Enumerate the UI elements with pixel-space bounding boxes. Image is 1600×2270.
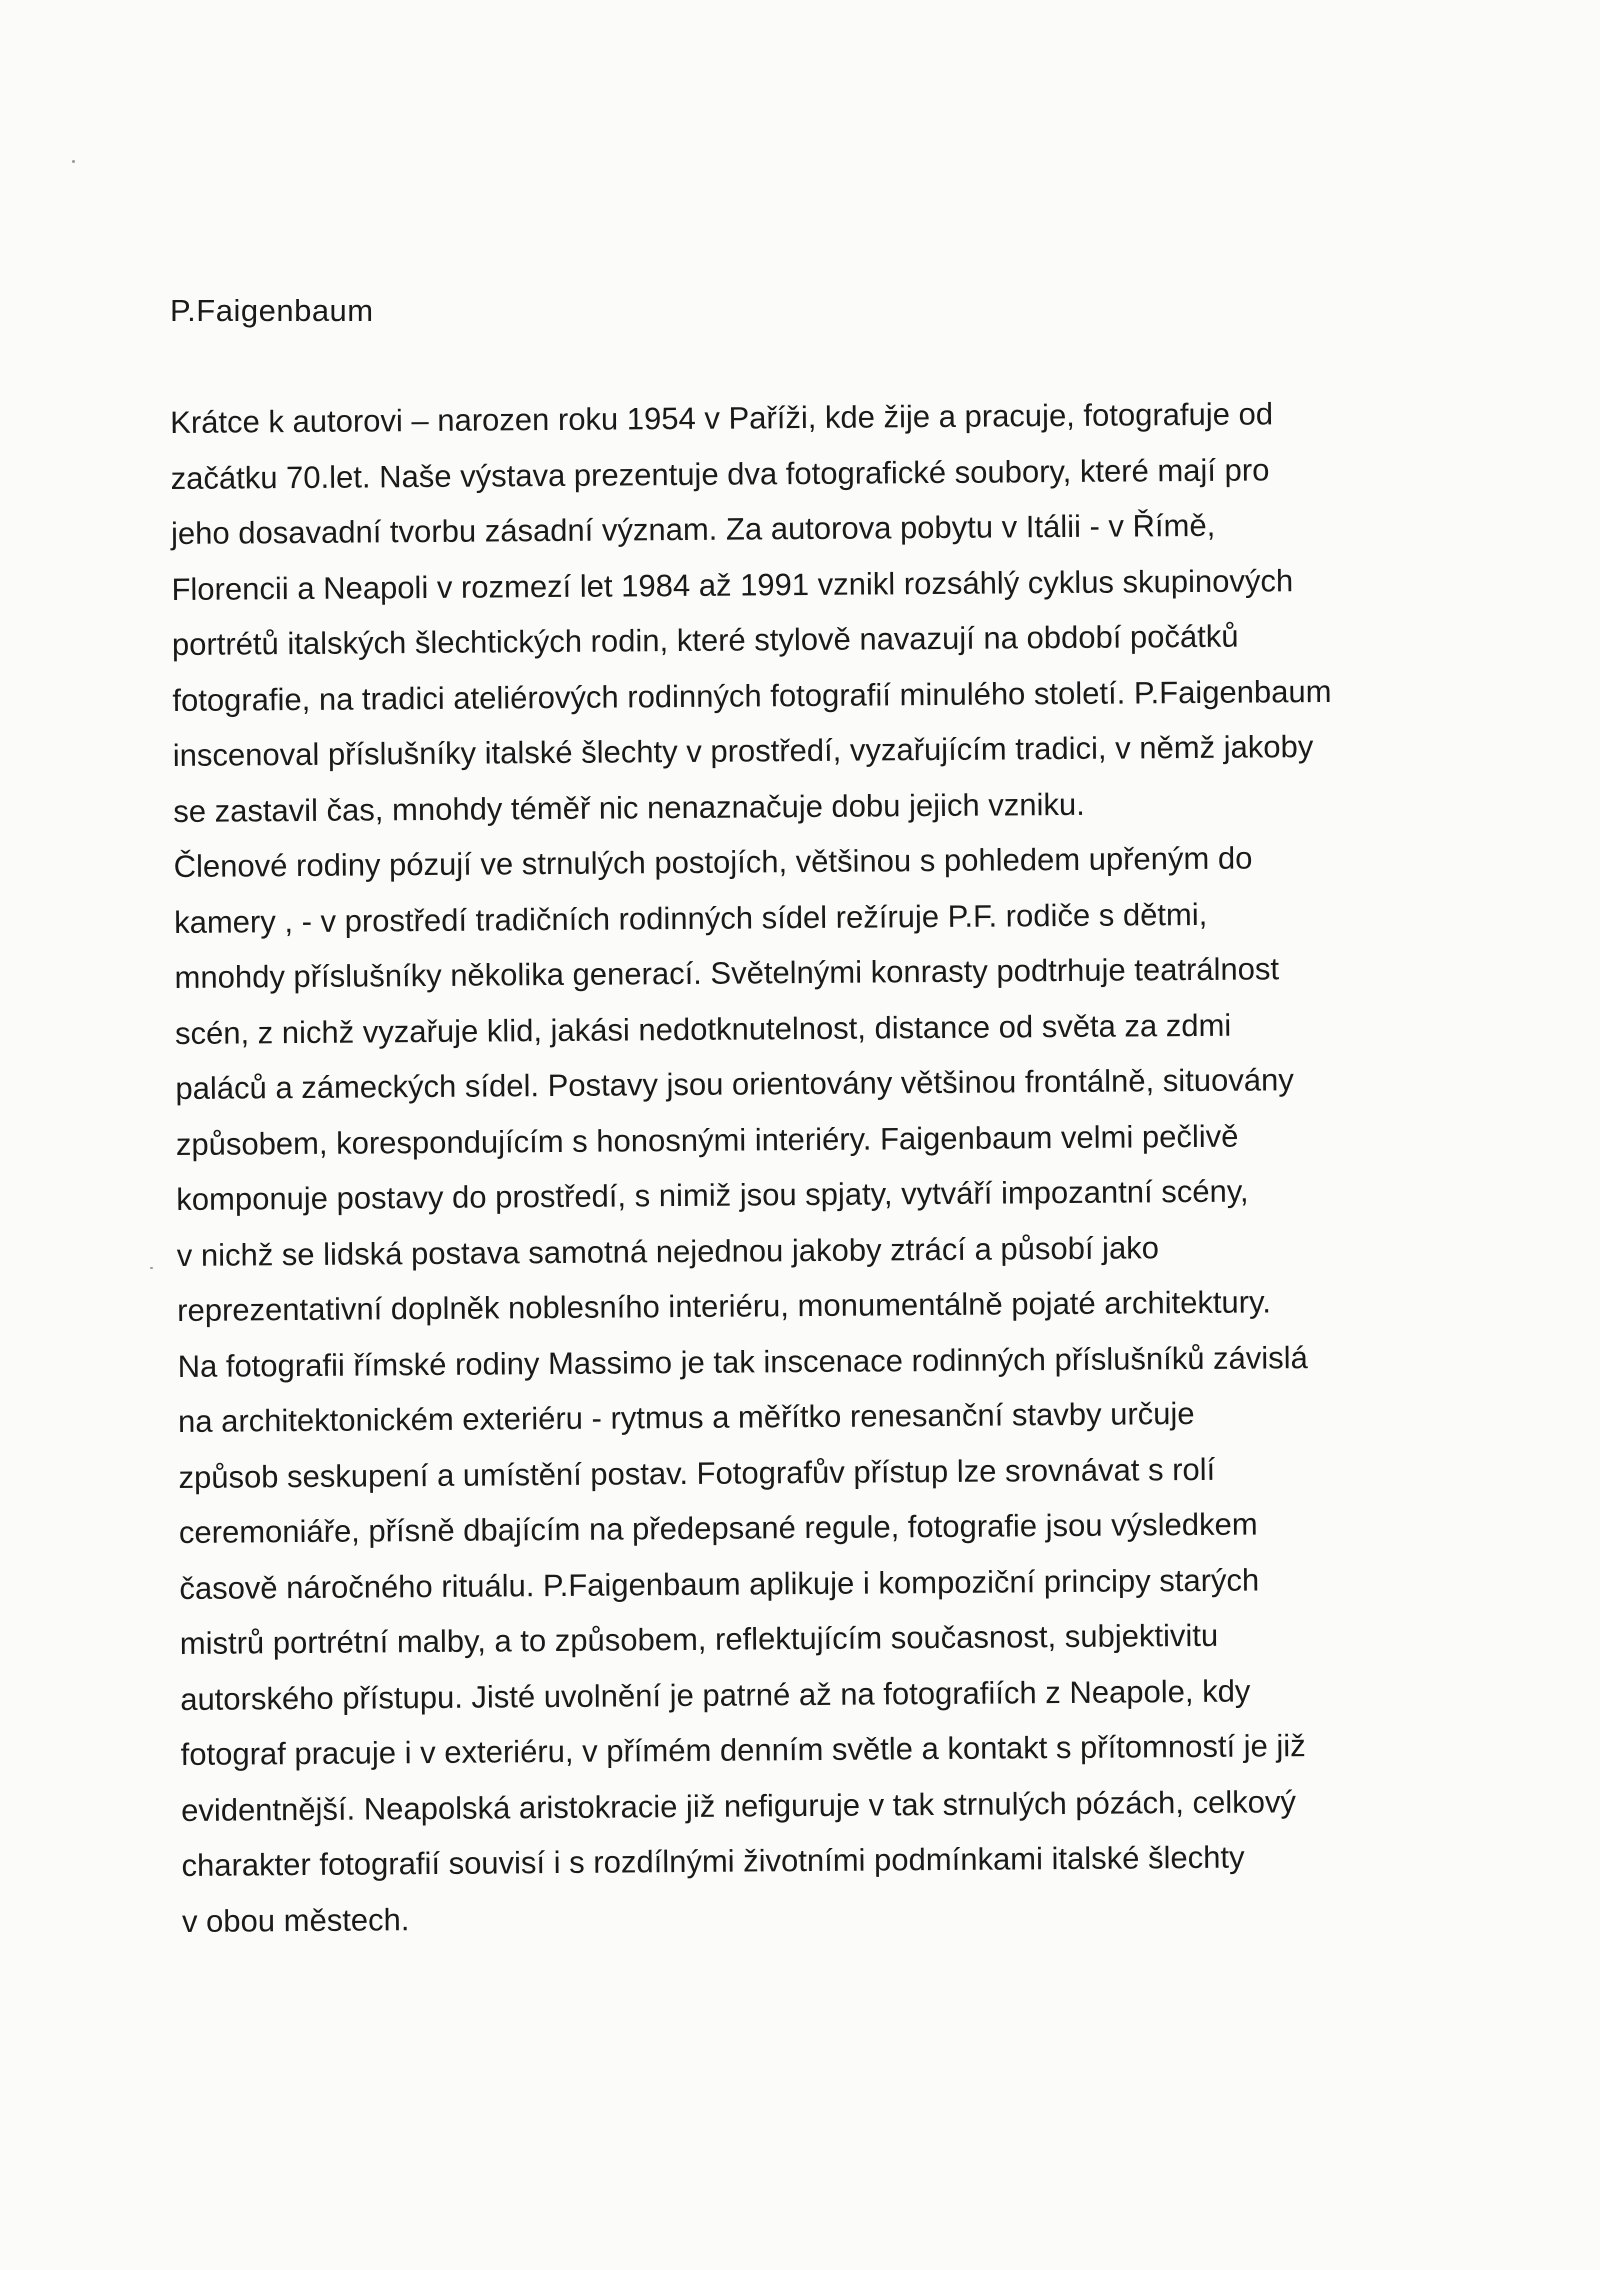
text-line: evidentnější. Neapolská aristokracie již nefiguruje v tak strnulých pózách, celkový [180,1783,1297,1828]
text-line: Florencii a Neapoli v rozmezí let 1984 až 1991 vznikl rozsáhlý cyklus skupinových [171,562,1294,607]
text-line: kamery , - v prostředí tradičních rodinných sídel režíruje P.F. rodiče s dětmi, [174,896,1208,940]
text-line: ceremoniáře, přísně dbajícím na předepsané regule, fotografie jsou výsledkem [178,1506,1258,1550]
text-line: Krátce k autorovi – narozen roku 1954 v Paříži, kde žije a pracuje, fotografuje od [170,396,1274,440]
text-line: Na fotografii římské rodiny Massimo je tak inscenace rodinných příslušníků závislá [177,1339,1308,1384]
text-line: jeho dosavadní tvorbu zásadní význam. Za autorova pobytu v Itálii - v Římě, [170,507,1216,551]
text-line: v obou městech. [181,1901,410,1939]
text-line: charakter fotografií souvisí i s rozdílnými životními podmínkami italské šlechty [181,1839,1245,1883]
text-line: komponuje postavy do prostředí, s nimiž jsou spjaty, vytváří impozantní scény, [176,1173,1249,1217]
text-line: fotograf pracuje i v exteriéru, v přímém denním světle a kontakt s přítomností je již [180,1728,1306,1772]
text-line: způsob seskupení a umístění postav. Fotografův přístup lze srovnávat s rolí [178,1451,1216,1495]
text-line: Členové rodiny pózují ve strnulých postojích, většinou s pohledem upřeným do [173,840,1253,884]
text-line: mnohdy příslušníky několika generací. Světelnými konrasty podtrhuje teatrálnost [174,951,1280,995]
text-line: scén, z nichž vyzařuje klid, jakási nedotknutelnost, distance od světa za zdmi [174,1007,1232,1051]
text-line: začátku 70.let. Naše výstava prezentuje dva fotografické soubory, které mají pro [170,451,1270,496]
text-line: v nichž se lidská postava samotná nejednou jakoby ztrácí a působí jako [176,1229,1160,1273]
text-line: autorského přístupu. Jisté uvolnění je patrné až na fotografiích z Neapole, kdy [180,1673,1251,1717]
document-title: P.Faigenbaum [170,293,374,328]
text-line: způsobem, korespondujícím s honosnými interiéry. Faigenbaum velmi pečlivě [175,1118,1239,1162]
text-line: reprezentativní doplněk noblesního interiéru, monumentálně pojaté architektury. [177,1284,1271,1328]
text-line: paláců a zámeckých sídel. Postavy jsou orientovány většinou frontálně, situovány [175,1062,1294,1106]
scan-speck [150,1267,153,1269]
text-line: portrétů italských šlechtických rodin, které stylově navazují na období počátků [171,618,1239,662]
document-body [170,385,1422,1949]
text-line: mistrů portrétní malby, a to způsobem, reflektujícím současnost, subjektivitu [179,1617,1219,1661]
text-line: inscenoval příslušníky italské šlechty v prostředí, vyzařujícím tradici, v němž jakoby [172,729,1314,773]
text-line: se zastavil čas, mnohdy téměř nic nenaznačuje dobu jejich vzniku. [173,786,1085,829]
scan-speck [72,160,75,163]
text-line: na architektonickém exteriéru - rytmus a měřítko renesanční stavby určuje [177,1395,1195,1439]
text-line: časově náročného rituálu. P.Faigenbaum aplikuje i kompoziční principy starých [179,1561,1260,1606]
text-line: fotografie, na tradici ateliérových rodinných fotografií minulého století. P.Faigenbaum [172,673,1332,718]
